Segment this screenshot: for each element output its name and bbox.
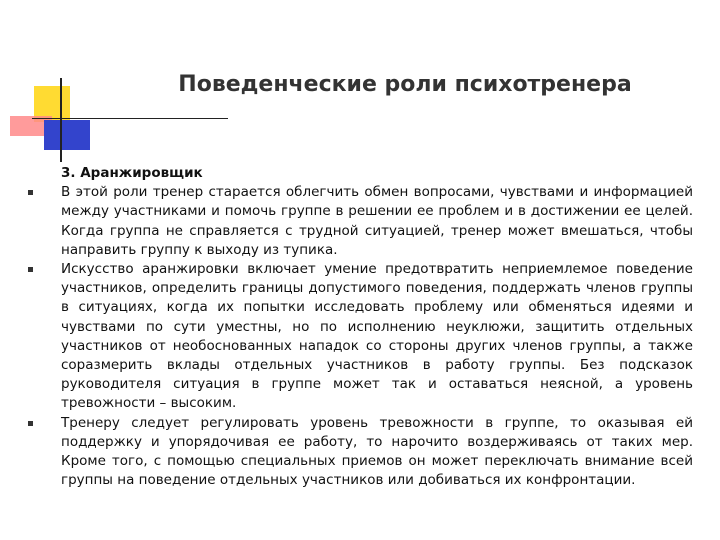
bullet-item [61, 260, 693, 414]
decor-vertical-line [60, 78, 62, 162]
decor-blue-block [44, 120, 90, 150]
bullet-square-icon [28, 421, 33, 426]
bullet-item [61, 414, 693, 491]
slide-title: Поведенческие роли психотренера [178, 72, 632, 97]
bullet-square-icon [28, 267, 33, 272]
bullet-item [61, 183, 693, 260]
bullet-text: Тренеру следует регулировать уровень тревожности в группе, то оказывая ей поддержку и упорядочивая ее работу, то нарочито воздерживаясь от таких мер. Кроме того, с помощью специальных приемов он может переключать внимание всей группы на поведение отдельных участников или добиваться их конфронтации. [61, 414, 693, 489]
slide-content [61, 164, 693, 490]
bullet-text: Искусство аранжировки включает умение предотвратить неприемлемое поведение участников, определить границы допустимого поведения, поддержать членов группы в ситуациях, когда их попытки исследовать проблему или обменяться идеями и чувствами по сути уместны, но по исполнению неуклюжи, защитить отдельных участников от необоснованных нападок со стороны других членов группы, а также соразмерить вклады отдельных участников в работу группы. Без подсказок руководителя ситуация в группе может так и оставаться неясной, а уровень тревожности – высоким. [61, 261, 693, 412]
section-heading: 3. Аранжировщик [61, 165, 203, 181]
decor-horizontal-line [32, 118, 228, 119]
bullet-square-icon [28, 190, 33, 195]
bullet-text: В этой роли тренер старается облегчить обмен вопросами, чувствами и информацией между участниками и помочь группе в решении ее проблем и в достижении ее целей. Когда группа не справляется с трудной ситуацией, тренер может вмешаться, чтобы направить группу к выходу из тупика. [61, 184, 693, 258]
